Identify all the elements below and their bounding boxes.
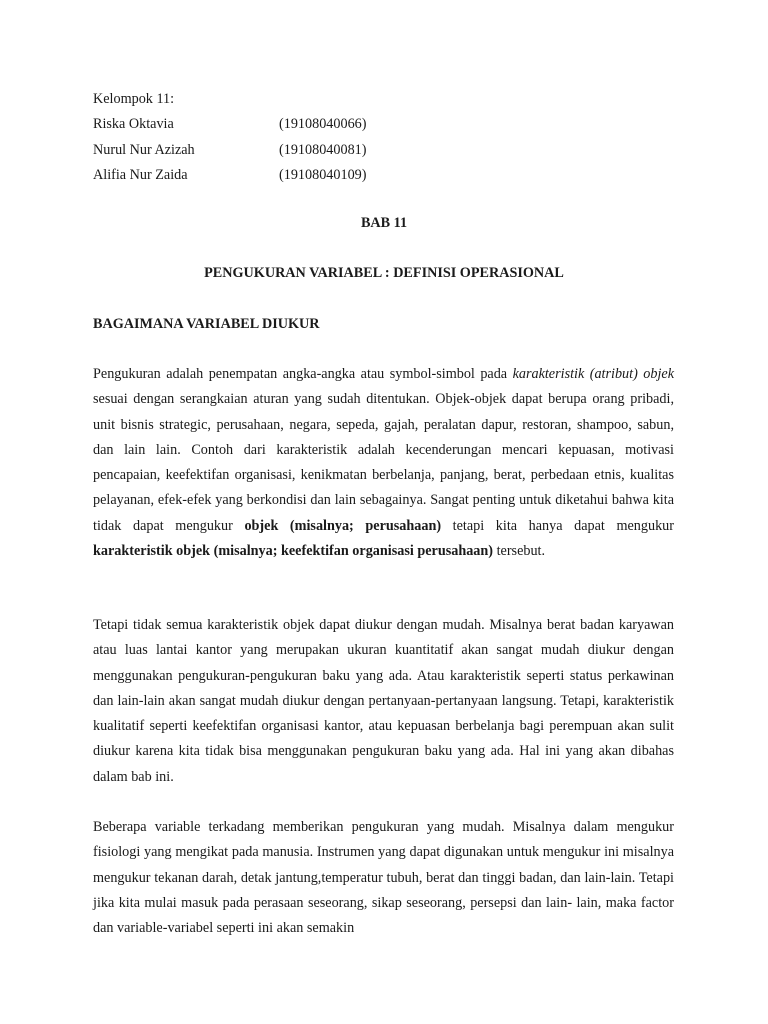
member-row [93,112,367,137]
section-heading: BAGAIMANA VARIABEL DIUKUR [93,316,320,332]
member-row [93,138,367,163]
member-name: Nurul Nur Azizah [93,141,195,158]
group-members-block [93,87,367,188]
member-name: Riska Oktavia [93,116,174,133]
chapter-title: PENGUKURAN VARIABEL : DEFINISI OPERASIONAL [204,265,564,281]
paragraph-1-italic: karakteristik (atribut) objek [512,366,674,382]
paragraph-1-bold: karakteristik objek (misalnya; keefektifan organisasi perusahaan) [93,543,494,560]
member-nim: (19108040109) [279,166,367,183]
member-name: Alifia Nur Zaida [93,166,188,183]
paragraph-1-text: tetapi kita hanya dapat mengukur [441,517,674,534]
paragraph-1-text: Pengukuran adalah penempatan angka-angka atau symbol-simbol pada [93,366,513,382]
paragraph-2: Tetapi tidak semua karakteristik objek dapat diukur dengan mudah. Misalnya berat badan karyawan atau luas lantai kantor yang merupakan ukuran kuantitatif akan sangat mudah diukur dengan menggunakan pengukuran-pengukuran baku yang ada. Atau karakteristik seperti status perkawinan dan lain-lain akan sangat mudah diukur dengan pertanyaan-pertanyaan langsung. Tetapi, karakteristik kualitatif seperti keefektifan organisasi kantor, atau kepuasan berbelanja bagi perempuan akan sulit diukur karena kita tidak bisa menggunakan pengukuran baku yang ada. Hal ini yang akan dibahas dalam bab ini. [93,617,674,785]
paragraph-1-text: sesuai dengan serangkaian aturan yang sudah ditentukan. Objek-objek dapat berupa orang pribadi, unit bisnis strategic, perusahaan, negara, sepeda, gajah, peralatan dapur, restoran, shampoo, sabun, dan lain lain. Contoh dari karakteristik adalah kecenderungan mencari kepuasan, motivasi pencapaian, keefektifan organisasi, kenikmatan berbelanja, panjang, berat, perbedaan etnis, kualitas pelayanan, efek-efek yang berkondisi dan lain sebagainya. Sangat penting untuk diketahui bahwa kita tidak dapat mengukur [93,391,674,534]
group-label: Kelompok 11: [93,91,175,107]
member-nim: (19108040081) [279,141,367,158]
member-row [93,163,367,188]
paragraph-1-text: tersebut. [493,543,546,560]
member-nim: (19108040066) [279,116,367,133]
chapter-heading: BAB 11 [360,215,408,231]
paragraph-1-bold: objek (misalnya; perusahaan) [244,517,442,534]
paragraph-3: Beberapa variable terkadang memberikan pengukuran yang mudah. Misalnya dalam mengukur fisiologi yang mengikat pada manusia. Instrumen yang dapat digunakan untuk mengukur ini misalnya mengukur tekanan darah, detak jantung,temperatur tubuh, berat dan tinggi badan, dan lain-lain. Tetapi jika kita mulai masuk pada perasaan seseorang, sikap seseorang, persepsi dan lain- lain, maka factor dan variable-variabel seperti ini akan semakin [93,819,674,937]
paragraph-1 [93,362,674,564]
